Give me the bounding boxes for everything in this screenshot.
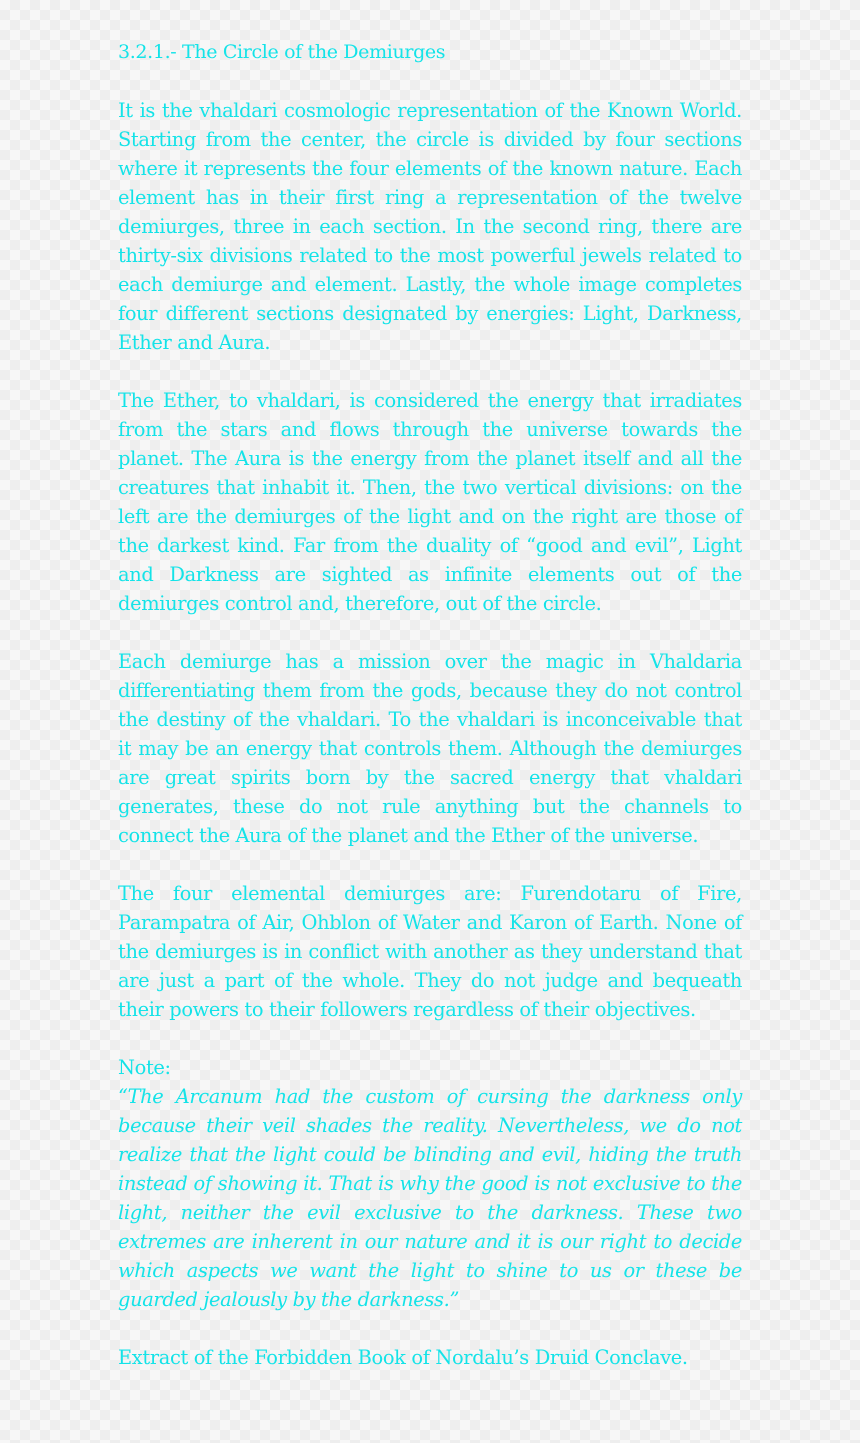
paragraph-cosmology: It is the vhaldari cosmologic representation of the Known World. Starting from the center, the circle is divided by four sections where it represents the four elements of the known nature. Each element has in their first ring a representation of the twelve demiurges, three in each section. In the second ring, there are thirty-six divisions related to the most powerful jewels related to each demiurge and element. Lastly, the whole image completes four different sections designated by energies: Light, Darkness, Ether and Aura. <box>118 99 742 354</box>
document-body <box>118 38 742 1372</box>
paragraph-elemental-demiurges: The four elemental demiurges are: Furendotaru of Fire, Parampatra of Air, Ohblon of Water and Karon of Earth. None of the demiurges is in conflict with another as they understand that are just a part of the whole. They do not judge and bequeath their powers to their followers regardless of their objectives. <box>118 882 742 1021</box>
note-label: Note: <box>118 1056 171 1079</box>
paragraph-demiurge-mission: Each demiurge has a mission over the magic in Vhaldaria differentiating them from the gods, because they do not control the destiny of the vhaldari. To the vhaldari is inconceivable that it may be an energy that controls them. Although the demiurges are great spirits born by the sacred energy that vhaldari generates, these do not rule anything but the channels to connect the Aura of the planet and the Ether of the universe. <box>118 650 742 847</box>
source-citation: Extract of the Forbidden Book of Nordalu’s Druid Conclave. <box>118 1346 688 1369</box>
paragraph-ether-aura: The Ether, to vhaldari, is considered the energy that irradiates from the stars and flows through the universe towards the planet. The Aura is the energy from the planet itself and all the creatures that inhabit it. Then, the two vertical divisions: on the left are the demiurges of the light and on the right are those of the darkest kind. Far from the duality of “good and evil”, Light and Darkness are sighted as infinite elements out of the demiurges control and, therefore, out of the circle. <box>118 389 742 615</box>
note-quote: “The Arcanum had the custom of cursing the darkness only because their veil shades the reality. Nevertheless, we do not realize that the light could be blinding and evil, hiding the truth instead of showing it. That is why the good is not exclusive to the light, neither the evil exclusive to the darkness. These two extremes are inherent in our nature and it is our right to decide which aspects we want the light to shine to us or these be guarded jealously by the darkness.” <box>118 1085 742 1311</box>
section-title: 3.2.1.- The Circle of the Demiurges <box>118 41 446 63</box>
